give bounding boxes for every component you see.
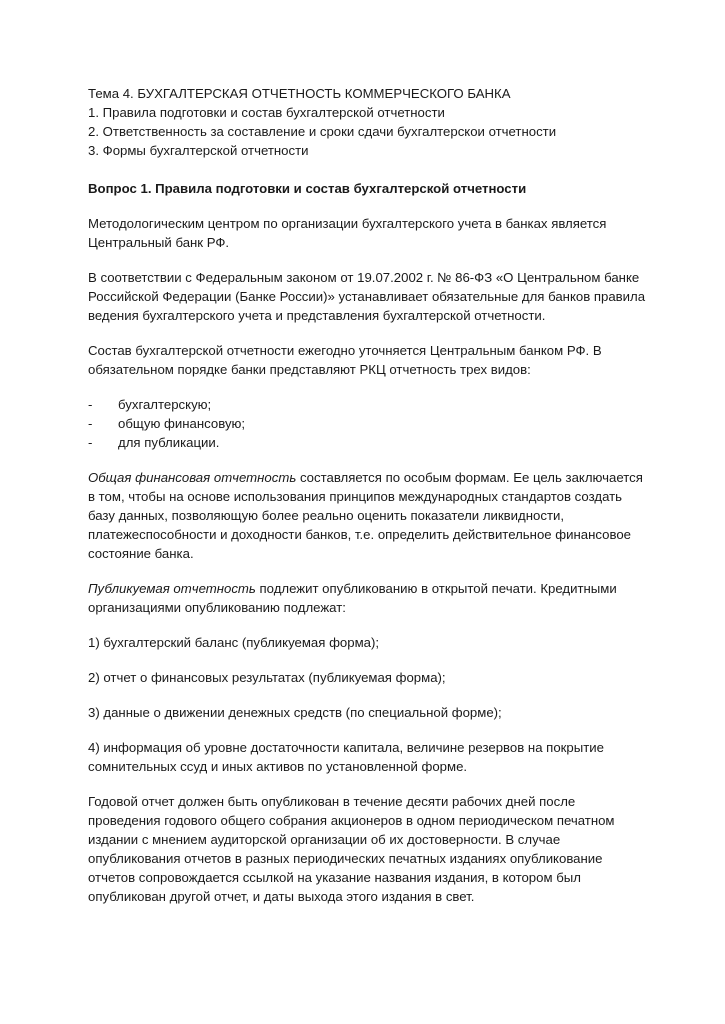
topic-item-1: 1. Правила подготовки и состав бухгалтерской отчетности: [88, 105, 445, 120]
paragraph-composition: Состав бухгалтерской отчетности ежегодно уточняется Центральным банком РФ. В обязательном порядке банки представляют РКЦ отчетность трех видов:: [88, 343, 602, 377]
list-item: [88, 414, 648, 433]
list-item-text: для публикации.: [118, 435, 220, 450]
document-page: [88, 84, 648, 906]
paragraph-general-financial-text: составляется по особым формам. Ее цель заключается в том, чтобы на основе использования принципов международных стандартов создать базу данных, позволяющую более реально оценить показатели ликвидности, платежеспособности и доходности банков, т.е. определить действительное финансовое состояние банка.: [88, 470, 643, 561]
published-item-2: 2) отчет о финансовых результатах (публикуемая форма);: [88, 670, 446, 685]
paragraph-methodology: Методологическим центром по организации бухгалтерского учета в банках является Центральный банк РФ.: [88, 216, 607, 250]
list-item: [88, 433, 648, 452]
list-item: [88, 395, 648, 414]
paragraph-published: [88, 579, 648, 617]
paragraph-federal-law: В соответствии с Федеральным законом от 19.07.2002 г. № 86-ФЗ «О Центральном банке Российской Федерации (Банке России)» устанавливает обязательные для банков правила ведения бухгалтерского учета и представления бухгалтерской отчетности.: [88, 270, 646, 323]
bullet-dash: -: [88, 397, 93, 412]
paragraph-annual-report: Годовой отчет должен быть опубликован в течение десяти рабочих дней после проведения годового общего собрания акционеров в одном периодическом печатном издании с мнением аудиторской организации об их достоверности. В случае опубликования отчетов в разных периодических печатных изданиях опубликование отчетов сопровождается ссылкой на указание названия издания, в котором был опубликован другой отчет, и даты выхода этого издания в свет.: [88, 794, 615, 904]
emphasis-general-financial: Общая финансовая отчетность: [88, 470, 297, 485]
section-title: Вопрос 1. Правила подготовки и состав бухгалтерской отчетности: [88, 181, 527, 196]
topic-header: [88, 84, 648, 160]
published-item-3: 3) данные о движении денежных средств (по специальной форме);: [88, 705, 502, 720]
paragraph-published-text: подлежит опубликованию в открытой печати. Кредитными организациями опубликованию подлежат:: [88, 581, 617, 615]
list-item-text: бухгалтерскую;: [118, 397, 212, 412]
paragraph-general-financial: [88, 468, 648, 563]
report-types-list: [88, 395, 648, 452]
bullet-dash: -: [88, 435, 93, 450]
bullet-dash: -: [88, 416, 93, 431]
topic-item-2: 2. Ответственность за составление и сроки сдачи бухгалтерскои отчетности: [88, 124, 557, 139]
topic-item-3: 3. Формы бухгалтерской отчетности: [88, 143, 309, 158]
emphasis-published: Публикуемая отчетность: [88, 581, 256, 596]
topic-title: Тема 4. БУХГАЛТЕРСКАЯ ОТЧЕТНОСТЬ КОММЕРЧЕСКОГО БАНКА: [88, 86, 511, 101]
published-item-1: 1) бухгалтерский баланс (публикуемая форма);: [88, 635, 380, 650]
list-item-text: общую финансовую;: [118, 416, 246, 431]
published-item-4: 4) информация об уровне достаточности капитала, величине резервов на покрытие сомнительных ссуд и иных активов по установленной форме.: [88, 740, 604, 774]
